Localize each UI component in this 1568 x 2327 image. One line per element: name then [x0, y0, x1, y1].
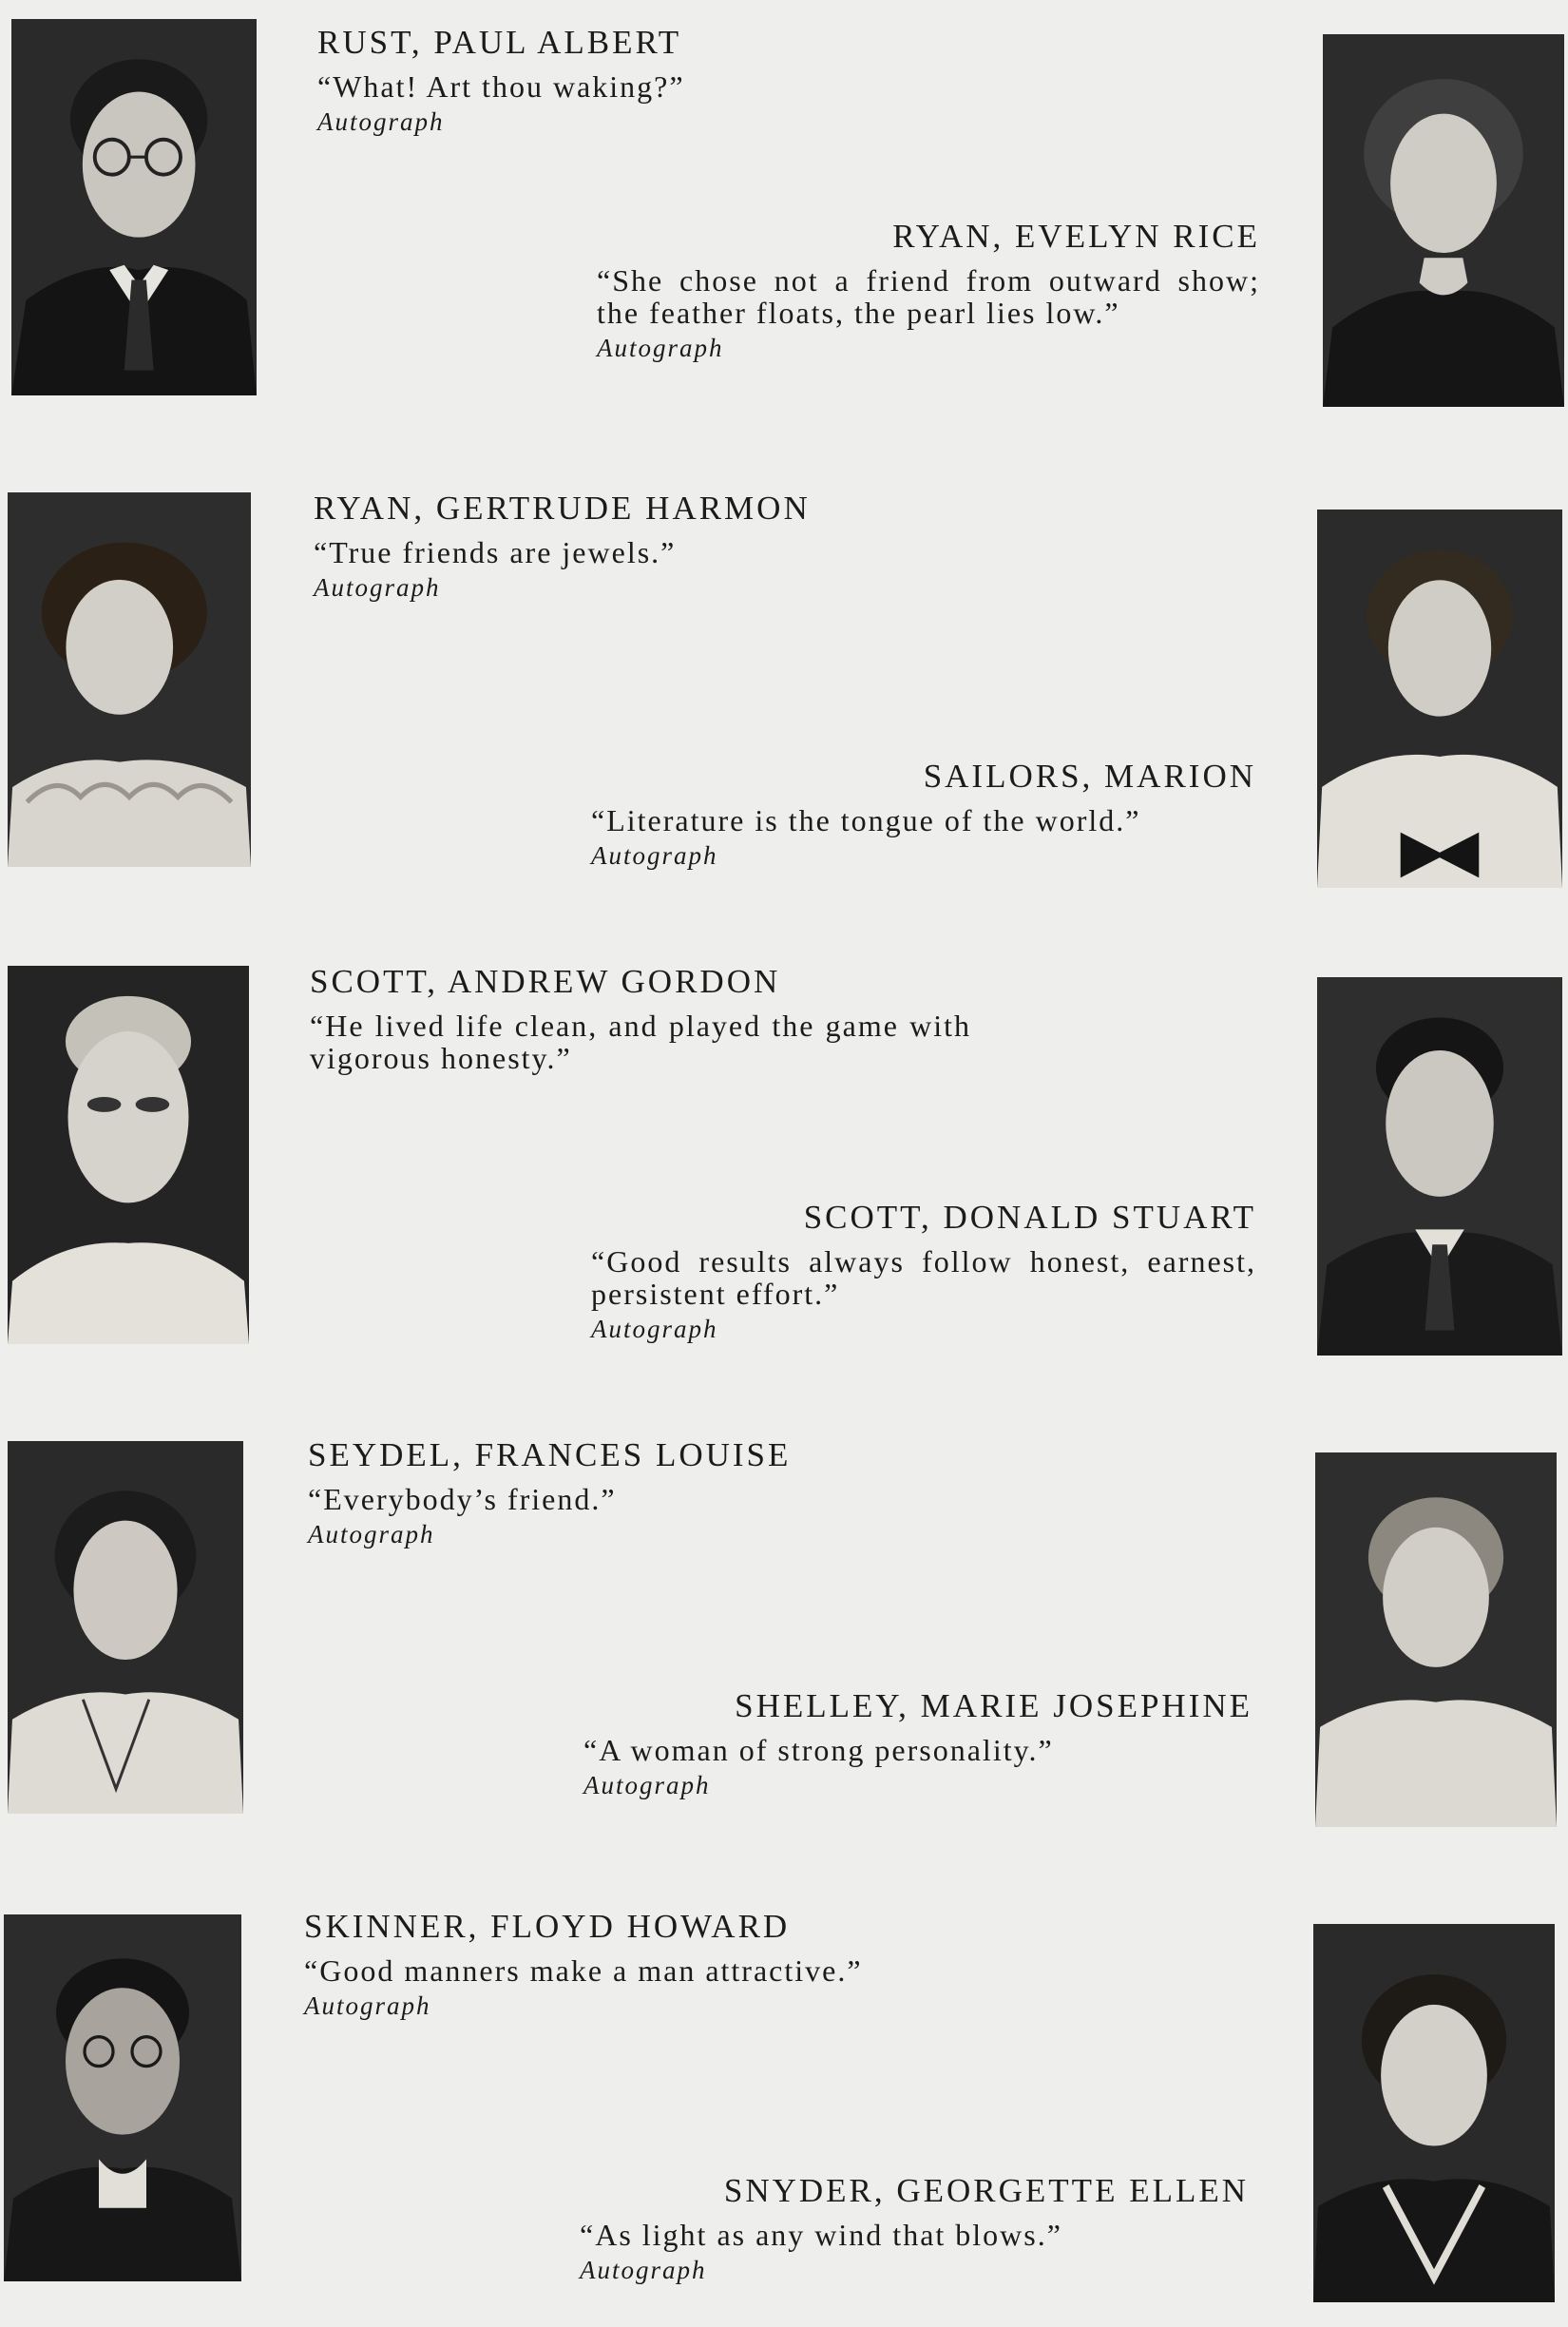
portrait-photo-ryan-gertrude: [8, 492, 251, 867]
student-name: RUST, PAUL ALBERT: [317, 24, 682, 61]
portrait-photo-skinner: [4, 1914, 241, 2281]
student-name: RYAN, EVELYN RICE: [892, 218, 1260, 255]
student-quote: “What! Art thou waking?”: [317, 69, 685, 104]
autograph-label: Autograph: [583, 1771, 711, 1799]
student-name: SNYDER, GEORGETTE ELLEN: [723, 2172, 1249, 2209]
student-quote: “Good results always follow honest, earnest, persistent effort.”: [591, 1244, 1256, 1311]
student-quote: “Everybody’s friend.”: [308, 1482, 617, 1516]
student-quote: “A woman of strong personality.”: [583, 1733, 1054, 1767]
portrait-photo-shelley: [1315, 1452, 1557, 1827]
student-name: RYAN, GERTRUDE HARMON: [314, 490, 811, 527]
autograph-label: Autograph: [591, 841, 718, 870]
autograph-label: Autograph: [317, 107, 445, 136]
student-name: SKINNER, FLOYD HOWARD: [304, 1908, 791, 1945]
student-name: SEYDEL, FRANCES LOUISE: [308, 1436, 792, 1473]
autograph-label: Autograph: [597, 334, 724, 362]
student-quote: “Literature is the tongue of the world.”: [591, 803, 1141, 837]
portrait-photo-seydel: [8, 1441, 243, 1814]
autograph-label: Autograph: [314, 573, 441, 602]
student-name: SHELLEY, MARIE JOSEPHINE: [735, 1687, 1252, 1724]
autograph-label: Autograph: [580, 2256, 707, 2284]
student-name: SCOTT, DONALD STUART: [803, 1199, 1256, 1236]
autograph-label: Autograph: [591, 1315, 718, 1343]
portrait-photo-sailors: [1317, 510, 1562, 888]
student-quote: “As light as any wind that blows.”: [580, 2218, 1062, 2252]
portrait-photo-rust: [11, 19, 257, 395]
student-quote: “True friends are jewels.”: [314, 535, 677, 569]
student-quote: “Good manners make a man attractive.”: [304, 1953, 863, 1988]
student-name: SAILORS, MARION: [923, 758, 1256, 795]
autograph-label: Autograph: [308, 1520, 435, 1548]
autograph-label: Autograph: [304, 1991, 431, 2020]
portrait-photo-ryan-evelyn: [1323, 34, 1564, 407]
student-name: SCOTT, ANDREW GORDON: [310, 963, 781, 1000]
portrait-photo-scott-donald: [1317, 977, 1562, 1356]
student-quote: “She chose not a friend from outward show; the feather floats, the pearl lies low.”: [597, 263, 1260, 330]
portrait-photo-snyder: [1313, 1924, 1555, 2302]
portrait-photo-scott-andrew: [8, 966, 249, 1344]
student-quote: “He lived life clean, and played the game with vigorous honesty.”: [310, 1009, 971, 1075]
